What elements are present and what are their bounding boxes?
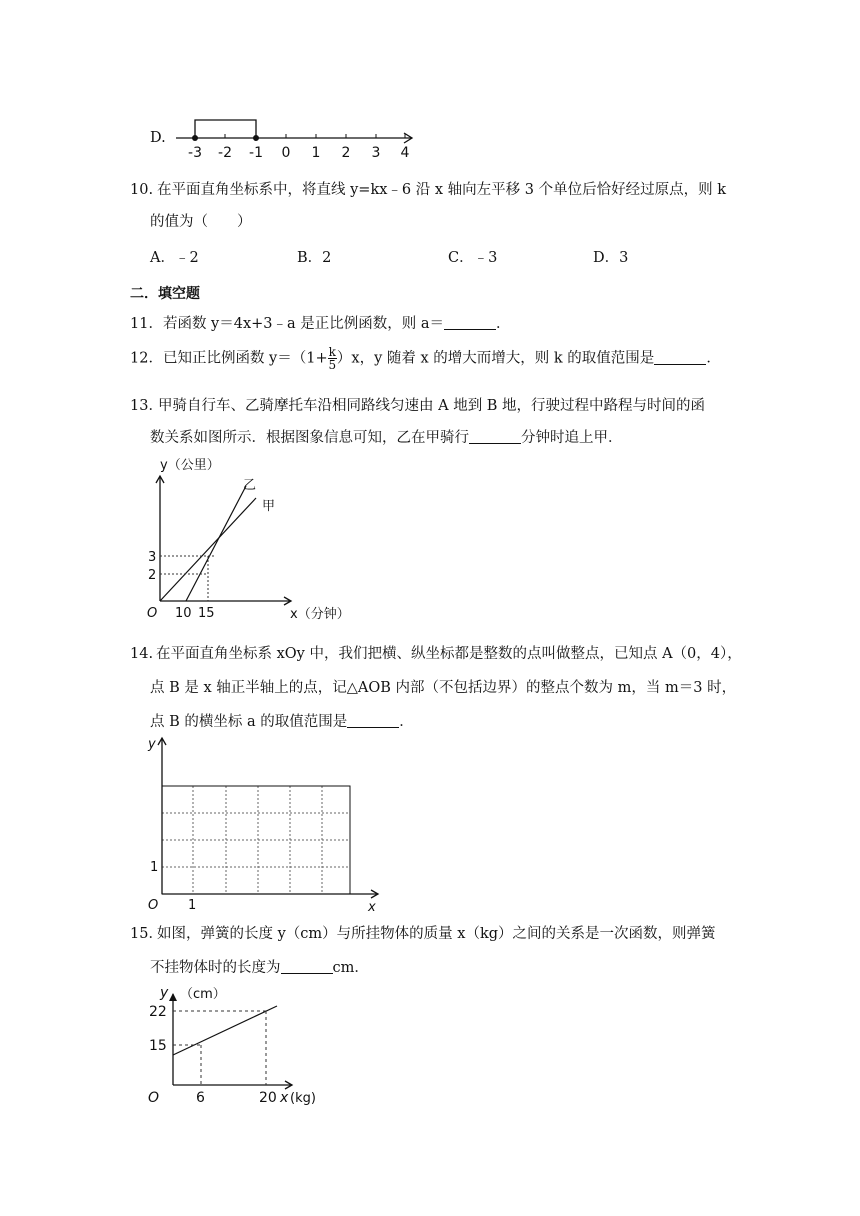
origin-label: O	[148, 898, 159, 912]
q15-unit: cm．	[332, 960, 369, 976]
y-tick-label: 3	[148, 550, 157, 565]
y-axis-label: y	[148, 737, 156, 752]
x-axis-label: x（分钟）	[290, 607, 350, 622]
spring-length-line	[173, 1006, 277, 1055]
q12-text-b: ）x，y 随着 x 的增大而增大，则 k 的取值范围是	[336, 350, 655, 367]
grid-lines	[162, 786, 350, 894]
tick-label: 1	[311, 145, 321, 161]
q14-number: 14.	[130, 646, 154, 662]
q10-option-d[interactable]: D．3	[593, 250, 629, 266]
x-tick-label: 20	[259, 1090, 277, 1106]
y-tick-label: 15	[149, 1038, 167, 1054]
q13-line1: 甲骑自行车、乙骑摩托车沿相同路线匀速由 A 地到 B 地，行驶过程中路程与时间的函	[158, 398, 706, 414]
x-axis-label: x	[280, 1090, 289, 1106]
y-tick-label: 2	[148, 568, 157, 583]
q12-number: 12．	[130, 350, 163, 367]
x-tick-label: 1	[188, 898, 197, 912]
origin-label: O	[147, 606, 158, 621]
q10-number: 10.	[130, 182, 154, 198]
q12-text-a: 已知正比例函数 y＝（1+	[162, 350, 328, 367]
q15-line2	[150, 958, 369, 978]
x-tick-label: 10	[175, 606, 192, 621]
q13-line2-text: 数关系如图所示．根据图象信息可知，乙在甲骑行	[150, 430, 469, 446]
x-tick-label: 6	[196, 1090, 205, 1106]
tick-label: 0	[281, 145, 291, 161]
x-axis-unit: (kg)	[290, 1091, 316, 1106]
q14-line3	[150, 712, 414, 732]
y-axis-label: y（公里）	[160, 458, 220, 473]
q15-graph	[140, 982, 330, 1110]
q14-line3-text: 点 B 的横坐标 a 的取值范围是	[150, 714, 348, 730]
q10-line1: 在平面直角坐标系中，将直线 y=kx﹣6 沿 x 轴向左平移 3 个单位后恰好经过原点，则 k	[157, 182, 726, 198]
q14-answer-blank[interactable]	[347, 713, 399, 728]
tick-label: 4	[400, 145, 410, 161]
q9-number-line	[176, 112, 426, 164]
y-tick-label: 1	[150, 860, 159, 875]
x-tick-label: 15	[198, 606, 215, 621]
q11-period: ．	[496, 316, 511, 332]
q10-option-c[interactable]: C．﹣3	[448, 250, 498, 266]
q12-answer-blank[interactable]	[654, 350, 706, 365]
q13-number: 13．	[130, 398, 163, 414]
tick-label: -1	[249, 145, 263, 161]
q9-option-d-label: D.	[150, 130, 166, 146]
q10-line2: 的值为（ ）	[150, 214, 252, 230]
fraction-denominator: 5	[328, 358, 337, 372]
q12-fraction	[328, 346, 337, 371]
q13-line2	[150, 428, 623, 448]
y-axis-label: y	[160, 985, 169, 1001]
q15-line2-text: 不挂物体时的长度为	[150, 960, 281, 976]
y-axis-arrow-icon	[169, 993, 177, 1001]
tick-label: -3	[188, 145, 202, 161]
q15-answer-blank[interactable]	[281, 959, 333, 974]
q14-line2: 点 B 是 x 轴正半轴上的点，记△AOB 内部（不包括边界）的整点个数为 m，当 m＝3 时，	[150, 680, 737, 696]
q12	[130, 346, 721, 371]
y-tick-label: 22	[149, 1004, 167, 1020]
q14-period: ．	[399, 714, 414, 730]
q13-graph	[140, 458, 360, 628]
series-label-yi: 乙	[243, 478, 257, 493]
q10-option-b[interactable]: B．2	[297, 250, 332, 266]
origin-label: O	[148, 1090, 160, 1106]
section-title: 二．填空题	[130, 286, 200, 302]
fraction-numerator: k	[328, 345, 336, 359]
series-label-jia: 甲	[262, 499, 276, 514]
q13-line2-end: 分钟时追上甲．	[521, 430, 623, 446]
q15-number: 15．	[130, 926, 163, 942]
x-axis-label: x	[368, 900, 376, 912]
q11-answer-blank[interactable]	[444, 315, 496, 330]
q13-answer-blank[interactable]	[469, 429, 521, 444]
tick-label: -2	[218, 145, 232, 161]
tick-label: 3	[371, 145, 381, 161]
q14-line1: 在平面直角坐标系 xOy 中，我们把横、纵坐标都是整数的点叫做整点，已知点 A（0，4），	[156, 646, 742, 662]
q11-number: 11．	[130, 316, 163, 332]
y-axis-unit: （cm）	[180, 987, 226, 1002]
q11-text: 若函数 y＝4x+3﹣a 是正比例函数，则 a＝	[162, 316, 445, 332]
q10-option-a[interactable]: A．﹣2	[150, 250, 199, 266]
q15-line1: 如图，弹簧的长度 y（cm）与所挂物体的质量 x（kg）之间的关系是一次函数，则弹簧	[157, 926, 716, 942]
q14-grid	[140, 730, 390, 912]
q11	[130, 314, 511, 334]
line-yi	[186, 486, 246, 601]
tick-label: 2	[341, 145, 351, 161]
q12-period: ．	[706, 350, 721, 367]
